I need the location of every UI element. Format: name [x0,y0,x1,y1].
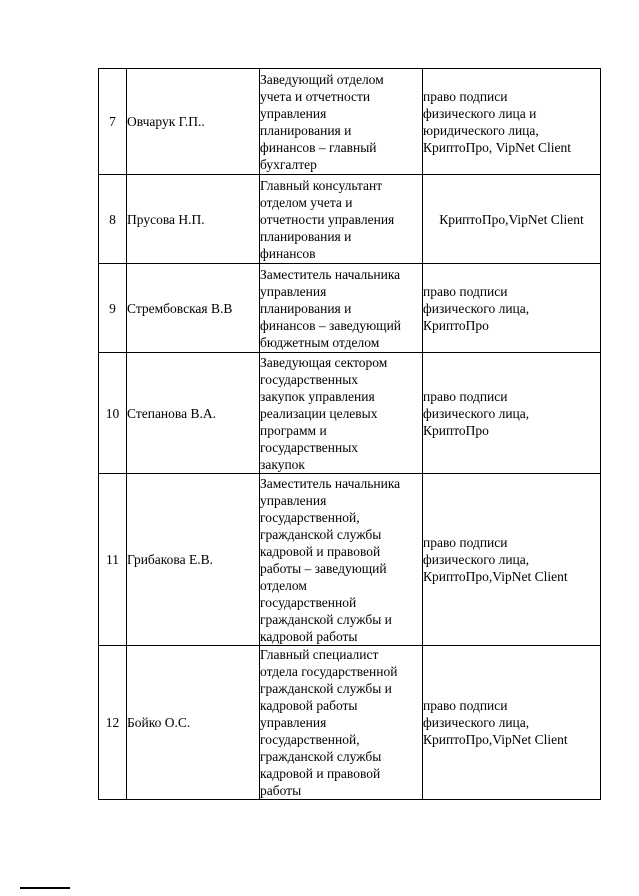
table-row [99,474,601,646]
employee-position: Главный специалист отдела государственной гражданской службы и кадровой работы управления государственной, гражданской службы кадровой и правовой работы [260,646,423,800]
employee-position: Заместитель начальника управления государственной, гражданской службы кадровой и правовой работы – заведующий отделом государственной гражданской службы и кадровой работы [260,474,423,646]
table-row [99,646,601,800]
table-row [99,175,601,264]
signature-rights: право подписи физического лица, КриптоПро,VipNet Client [423,474,601,646]
footnote-separator [20,887,70,889]
row-number: 11 [99,474,127,646]
staff-table [98,68,601,800]
row-number: 10 [99,353,127,474]
employee-position: Главный консультант отделом учета и отчетности управления планирования и финансов [260,175,423,264]
signature-rights: право подписи физического лица, КриптоПро,VipNet Client [423,646,601,800]
employee-position: Заведующая сектором государственных закупок управления реализации целевых программ и государственных закупок [260,353,423,474]
employee-position: Заместитель начальника управления планирования и финансов – заведующий бюджетным отделом [260,264,423,353]
row-number: 8 [99,175,127,264]
employee-name: Бойко О.С. [127,646,260,800]
employee-name: Грибакова Е.В. [127,474,260,646]
table-row [99,353,601,474]
employee-name: Прусова Н.П. [127,175,260,264]
employee-name: Степанова В.А. [127,353,260,474]
signature-rights: право подписи физического лица и юридического лица, КриптоПро, VipNet Client [423,69,601,175]
signature-rights: КриптоПро,VipNet Client [423,175,601,264]
employee-name: Стрембовская В.В [127,264,260,353]
table-row [99,264,601,353]
row-number: 7 [99,69,127,175]
employee-name: Овчарук Г.П.. [127,69,260,175]
signature-rights: право подписи физического лица, КриптоПро [423,353,601,474]
row-number: 9 [99,264,127,353]
signature-rights: право подписи физического лица, КриптоПро [423,264,601,353]
table-row [99,69,601,175]
employee-position: Заведующий отделом учета и отчетности управления планирования и финансов – главный бухгалтер [260,69,423,175]
row-number: 12 [99,646,127,800]
